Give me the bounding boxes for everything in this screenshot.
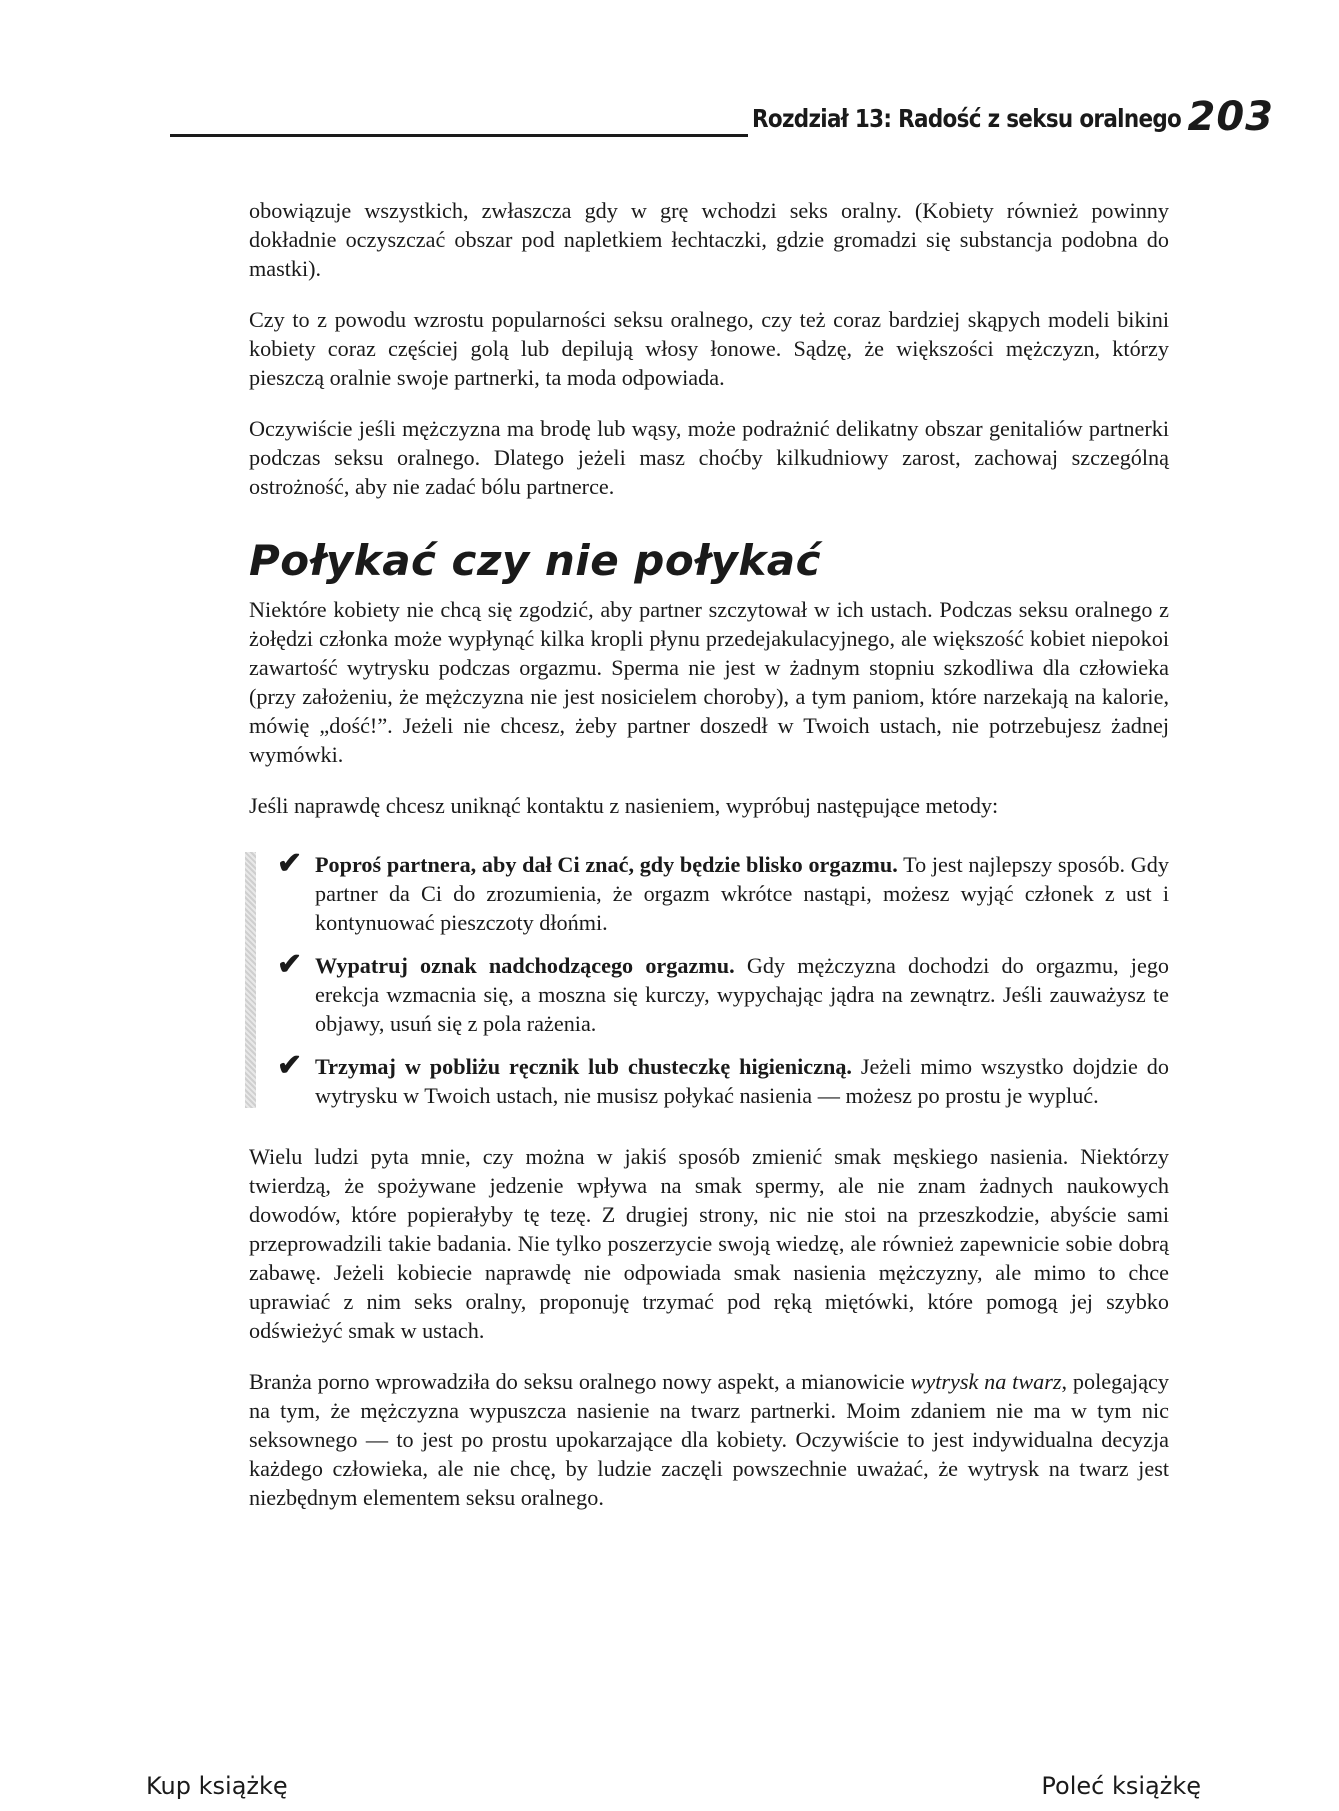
page-body	[249, 196, 1169, 1534]
sidebar-bar	[245, 852, 256, 1108]
page-header	[170, 94, 1280, 142]
section-heading: Połykać czy nie połykać	[249, 536, 822, 585]
bullet-lead: Trzymaj w pobliżu ręcznik lub chusteczkę higieniczną.	[315, 1054, 852, 1079]
paragraph: Niektóre kobiety nie chcą się zgodzić, aby partner szczytował w ich ustach. Podczas seksu oralnego z żołędzi członka może wypłynąć kilka kropli płynu przedejakulacyjnego, ale większość kobiet niepokoi zawartość wytrysku podczas orgazmu. Sperma nie jest w żadnym stopniu szkodliwa dla człowieka (przy założeniu, że mężczyzna nie jest nosicielem choroby), a tym paniom, które narzekają na kalorie, mówię „dość!”. Jeżeli nie chcesz, żeby partner doszedł w Twoich ustach, nie potrzebujesz żadnej wymówki.	[249, 597, 1169, 767]
italic-term: wytrysk na twarz	[910, 1369, 1062, 1394]
paragraph-text: , polegający na tym, że mężczyzna wypuszcza nasienie na twarz partnerki. Moim zdaniem nie ma w tym nic seksownego — to jest po prostu upokarzające dla kobiety. Oczywiście to jest indywidualna decyzja każdego człowieka, ale nie chcę, by ludzie zaczęli powszechnie uważać, że wytrysk na twarz jest niezbędnym elementem seksu oralnego.	[249, 1369, 1169, 1510]
list-item	[277, 948, 1170, 1038]
bullet-text: Jeżeli mimo wszystko dojdzie do wytrysku w Twoich ustach, nie musisz połykać nasienia — możesz po prostu je wypluć.	[315, 1054, 1169, 1108]
checkmark-icon: ✔	[277, 1049, 303, 1082]
page-number: 203	[1187, 94, 1274, 140]
checkmark-icon: ✔	[277, 948, 303, 981]
paragraph: obowiązuje wszystkich, zwłaszcza gdy w grę wchodzi seks oralny. (Kobiety również powinny dokładnie oczyszczać obszar pod napletkiem łechtaczki, gdzie gromadzi się substancja podobna do mastki).	[249, 198, 1169, 281]
list-item	[277, 847, 1169, 937]
paragraph: Wielu ludzi pyta mnie, czy można w jakiś sposób zmienić smak męskiego nasienia. Niektórzy twierdzą, że spożywane jedzenie wpływa na smak spermy, ale nie znam żadnych naukowych dowodów, które popierałyby tę tezę. Z drugiej strony, nic nie stoi na przeszkodzie, abyście sami przeprowadzili takie badania. Nie tylko poszerzycie swoją wiedzę, ale również zapewnicie sobie dobrą zabawę. Jeżeli kobiecie naprawdę nie odpowiada smak nasienia mężczyzny, ale mimo to chce uprawiać z nim seks oralny, proponuję trzymać pod ręką miętówki, które pomogą jej szybko odświeżyć smak w ustach.	[249, 1144, 1169, 1343]
buy-book-link[interactable]: Kup książkę	[146, 1772, 288, 1800]
bullet-text: To jest najlepszy sposób. Gdy partner da Ci do zrozumienia, że orgazm wkrótce nastąpi, możesz wyjąć członek z ust i kontynuować pieszczoty dłońmi.	[315, 852, 1169, 935]
paragraph: Jeśli naprawdę chcesz uniknąć kontaktu z nasieniem, wypróbuj następujące metody:	[249, 793, 999, 818]
chapter-title: Rozdział 13: Radość z seksu oralnego	[752, 104, 1182, 133]
paragraph: Czy to z powodu wzrostu popularności seksu oralnego, czy też coraz bardziej skąpych modeli bikini kobiety coraz częściej golą lub depilują włosy łonowe. Sądzę, że większości mężczyzn, którzy pieszczą oralnie swoje partnerki, ta moda odpowiada.	[249, 307, 1169, 390]
paragraph-text: Branża porno wprowadziła do seksu oralnego nowy aspekt, a mianowicie	[249, 1369, 911, 1394]
bullet-lead: Poproś partnera, aby dał Ci znać, gdy będzie blisko orgazmu.	[315, 852, 898, 877]
header-rule	[170, 134, 748, 137]
bullet-list	[245, 847, 1170, 1110]
list-item	[277, 1049, 1169, 1110]
bullet-lead: Wypatruj oznak nadchodzącego orgazmu.	[315, 953, 735, 978]
bullet-text: Gdy mężczyzna dochodzi do orgazmu, jego erekcja wzmacnia się, a moszna się kurczy, wypychając jądra na zewnątrz. Jeśli zauważysz te objawy, usuń się z pola rażenia.	[315, 953, 1170, 1036]
paragraph: Oczywiście jeśli mężczyzna ma brodę lub wąsy, może podrażnić delikatny obszar genitaliów partnerki podczas seksu oralnego. Dlatego jeżeli masz choćby kilkudniowy zarost, zachowaj szczególną ostrożność, aby nie zadać bólu partnerce.	[249, 416, 1169, 499]
paragraph	[249, 1367, 1169, 1512]
recommend-book-link[interactable]: Poleć książkę	[1041, 1772, 1201, 1800]
checkmark-icon: ✔	[277, 847, 303, 880]
